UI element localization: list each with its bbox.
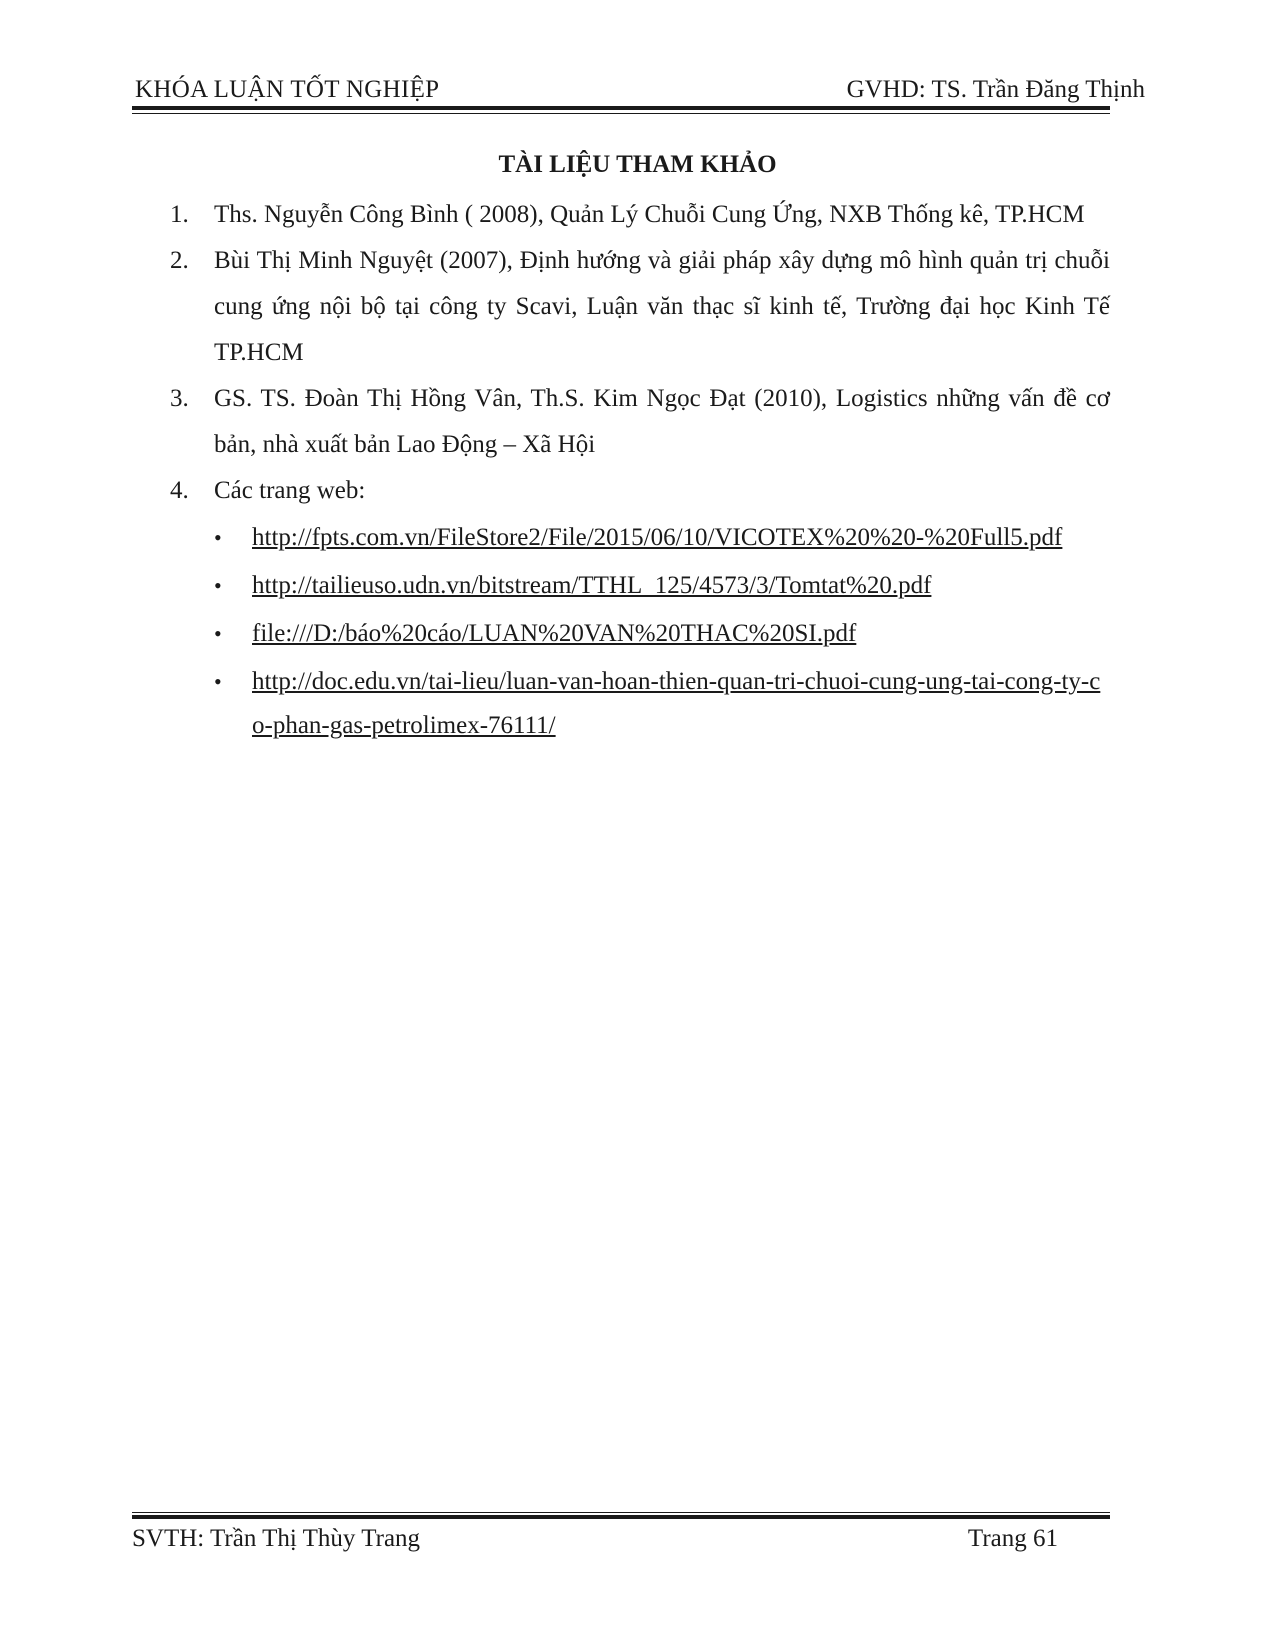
page-number: Trang 61 <box>967 1525 1058 1552</box>
reference-number: 1. <box>170 201 189 228</box>
reference-list <box>170 192 1110 752</box>
web-link-item <box>214 612 1110 656</box>
reference-number: 3. <box>170 385 189 412</box>
page-title: TÀI LIỆU THAM KHẢO <box>498 151 777 178</box>
page-footer <box>132 1525 1110 1565</box>
footer-rule-thin <box>132 1512 1110 1513</box>
reference-item-2 <box>170 238 1110 376</box>
web-link-item <box>214 564 1110 608</box>
web-link-tailieuso[interactable]: http://tailieuso.udn.vn/bitstream/TTHL_125/4573/3/Tomtat%20.pdf <box>252 572 932 599</box>
reference-text: Bùi Thị Minh Nguyệt (2007), Định hướng và giải pháp xây dựng mô hình quản trị chuỗi cung ứng nội bộ tại công ty Scavi, Luận văn thạc sĩ kinh tế, Trường đại học Kinh Tế TP.HCM <box>214 247 1110 366</box>
header-rule-thin <box>132 113 1110 114</box>
bullet-icon: • <box>214 669 222 694</box>
page-header <box>135 70 1145 110</box>
web-link-item <box>214 660 1110 748</box>
bullet-icon: • <box>214 525 222 550</box>
reference-item-1 <box>170 192 1110 238</box>
reference-item-4 <box>170 468 1110 748</box>
reference-item-3 <box>170 376 1110 468</box>
reference-number: 2. <box>170 247 189 274</box>
web-link-item <box>214 516 1110 560</box>
header-rule-thick <box>132 106 1110 110</box>
reference-text: Ths. Nguyễn Công Bình ( 2008), Quản Lý Chuỗi Cung Ứng, NXB Thống kê, TP.HCM <box>214 201 1085 228</box>
web-link-local-file[interactable]: file:///D:/báo%20cáo/LUAN%20VAN%20THAC%20SI.pdf <box>252 620 857 647</box>
footer-rule-thick <box>132 1515 1110 1519</box>
header-thesis-label: KHÓA LUẬN TỐT NGHIỆP <box>135 76 440 103</box>
reference-number: 4. <box>170 477 189 504</box>
bullet-icon: • <box>214 621 222 646</box>
web-link-fpts[interactable]: http://fpts.com.vn/FileStore2/File/2015/06/10/VICOTEX%20%20-%20Full5.pdf <box>252 524 1063 551</box>
web-link-doc-edu[interactable]: http://doc.edu.vn/tai-lieu/luan-van-hoan-thien-quan-tri-chuoi-cung-ung-tai-cong-ty-co-phan-gas-petrolimex-76111/ <box>252 668 1101 739</box>
web-link-list <box>214 516 1110 748</box>
reference-text: Các trang web: <box>214 477 366 504</box>
header-advisor-label: GVHD: TS. Trần Đăng Thịnh <box>846 76 1145 103</box>
reference-text: GS. TS. Đoàn Thị Hồng Vân, Th.S. Kim Ngọc Đạt (2010), Logistics những vấn đề cơ bản, nhà xuất bản Lao Động – Xã Hội <box>214 385 1110 458</box>
footer-student-label: SVTH: Trần Thị Thùy Trang <box>132 1525 421 1552</box>
bullet-icon: • <box>214 573 222 598</box>
